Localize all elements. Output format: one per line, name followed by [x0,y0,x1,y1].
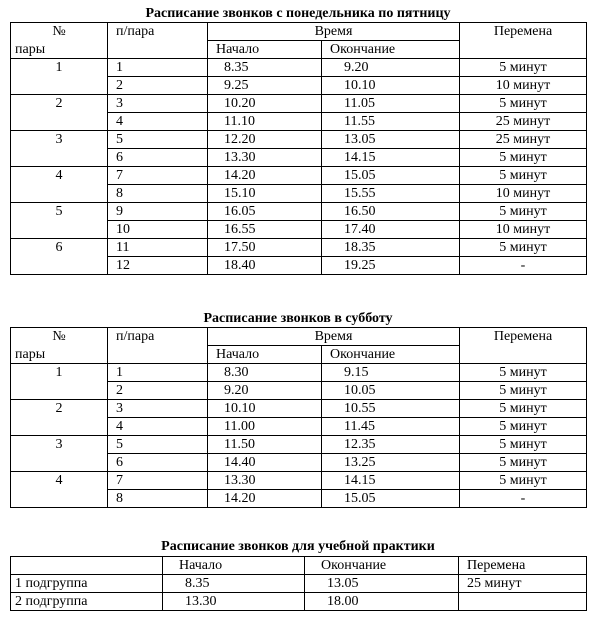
end-time: 15.55 [322,185,460,203]
end-time: 13.25 [322,454,460,472]
pair-number: 2 [11,95,108,113]
break-duration: 5 минут [460,239,587,257]
table-row [11,472,587,490]
header-start: Начало [208,346,322,364]
subpair-number: 1 [108,59,208,77]
end-time: 9.20 [322,59,460,77]
table-row [11,131,587,149]
pair-number: 3 [11,436,108,454]
header-row [11,328,587,346]
header-time: Время [208,23,460,41]
start-time: 12.20 [208,131,322,149]
break-duration: 5 минут [460,95,587,113]
break-duration: 5 минут [460,400,587,418]
end-time: 17.40 [322,221,460,239]
break-duration: 25 минут [459,575,587,593]
break-duration: - [460,257,587,275]
header-pairs: пары [11,346,108,364]
pair-number: 6 [11,239,108,257]
break-duration: 5 минут [460,436,587,454]
subgroup-name: 2 подгруппа [11,593,163,611]
start-time: 9.20 [208,382,322,400]
pair-number: 3 [11,131,108,149]
break-duration: 5 минут [460,364,587,382]
table-row [11,185,587,203]
break-duration: 25 минут [460,131,587,149]
pair-number: 1 [11,364,108,382]
pair-number: 5 [11,203,108,221]
weekday-schedule-table [10,22,587,275]
table-row [11,382,587,400]
break-duration: 25 минут [460,113,587,131]
subgroup-name: 1 подгруппа [11,575,163,593]
end-time: 11.55 [322,113,460,131]
subpair-number: 5 [108,131,208,149]
header-break: Перемена [460,23,587,59]
pair-number [11,221,108,239]
start-time: 16.05 [208,203,322,221]
start-time: 9.25 [208,77,322,95]
table-row [11,167,587,185]
break-duration: 10 минут [460,221,587,239]
break-duration: 5 минут [460,418,587,436]
end-time: 15.05 [322,167,460,185]
subpair-number: 11 [108,239,208,257]
start-time: 18.40 [208,257,322,275]
start-time: 11.50 [208,436,322,454]
start-time: 13.30 [208,472,322,490]
table-row [11,400,587,418]
start-time: 17.50 [208,239,322,257]
subpair-number: 1 [108,364,208,382]
end-time: 11.05 [322,95,460,113]
header-start: Начало [163,557,305,575]
subpair-number: 3 [108,400,208,418]
start-time: 8.35 [163,575,305,593]
subpair-number: 9 [108,203,208,221]
header-end: Окончание [305,557,459,575]
end-time: 10.10 [322,77,460,95]
start-time: 14.20 [208,490,322,508]
header-row [11,23,587,41]
end-time: 14.15 [322,472,460,490]
subpair-number: 4 [108,418,208,436]
end-time: 13.05 [305,575,459,593]
break-duration: 5 минут [460,59,587,77]
pair-number [11,418,108,436]
subpair-number: 12 [108,257,208,275]
table-row [11,364,587,382]
pair-number: 4 [11,472,108,490]
subpair-number: 6 [108,149,208,167]
table-row [11,593,587,611]
subpair-number: 7 [108,472,208,490]
subpair-number: 4 [108,113,208,131]
table-row [11,95,587,113]
end-time: 10.55 [322,400,460,418]
break-duration [459,593,587,611]
pair-number [11,257,108,275]
practice-title: Расписание звонков для учебной практики [161,539,435,554]
pair-number [11,490,108,508]
table-row [11,203,587,221]
start-time: 14.40 [208,454,322,472]
header-subpair: п/пара [108,23,208,59]
header-subpair: п/пара [108,328,208,364]
start-time: 14.20 [208,167,322,185]
header-break: Перемена [459,557,587,575]
header-start: Начало [208,41,322,59]
start-time: 15.10 [208,185,322,203]
table-row [11,454,587,472]
pair-number: 2 [11,400,108,418]
header-no: № [11,328,108,346]
header-no: № [11,23,108,41]
pair-number [11,185,108,203]
subpair-number: 10 [108,221,208,239]
break-duration: 5 минут [460,382,587,400]
table-row [11,418,587,436]
start-time: 13.30 [208,149,322,167]
table-row [11,113,587,131]
break-duration: 5 минут [460,454,587,472]
end-time: 15.05 [322,490,460,508]
break-duration: 5 минут [460,472,587,490]
table-row [11,257,587,275]
break-duration: 10 минут [460,77,587,95]
subpair-number: 8 [108,490,208,508]
table-row [11,221,587,239]
header-row [11,557,587,575]
table-row [11,490,587,508]
weekday-table-body [11,23,587,275]
pair-number [11,454,108,472]
subpair-number: 5 [108,436,208,454]
header-blank [11,557,163,575]
start-time: 11.00 [208,418,322,436]
header-break: Перемена [460,328,587,364]
end-time: 19.25 [322,257,460,275]
saturday-schedule-table [10,327,587,508]
subpair-number: 2 [108,382,208,400]
subpair-number: 6 [108,454,208,472]
break-duration: - [460,490,587,508]
saturday-table-body [11,328,587,508]
subpair-number: 3 [108,95,208,113]
subpair-number: 2 [108,77,208,95]
header-pairs: пары [11,41,108,59]
break-duration: 5 минут [460,167,587,185]
start-time: 16.55 [208,221,322,239]
pair-number [11,113,108,131]
header-end: Окончание [322,41,460,59]
saturday-title: Расписание звонков в субботу [203,311,393,326]
subpair-number: 8 [108,185,208,203]
end-time: 11.45 [322,418,460,436]
start-time: 8.30 [208,364,322,382]
end-time: 12.35 [322,436,460,454]
end-time: 18.00 [305,593,459,611]
break-duration: 10 минут [460,185,587,203]
table-row [11,149,587,167]
table-row [11,575,587,593]
start-time: 10.10 [208,400,322,418]
end-time: 10.05 [322,382,460,400]
table-row [11,239,587,257]
header-end: Окончание [322,346,460,364]
table-row [11,59,587,77]
start-time: 8.35 [208,59,322,77]
end-time: 18.35 [322,239,460,257]
end-time: 14.15 [322,149,460,167]
header-time: Время [208,328,460,346]
end-time: 13.05 [322,131,460,149]
practice-table-body [11,557,587,611]
break-duration: 5 минут [460,149,587,167]
break-duration: 5 минут [460,203,587,221]
end-time: 9.15 [322,364,460,382]
subpair-number: 7 [108,167,208,185]
end-time: 16.50 [322,203,460,221]
pair-number [11,77,108,95]
pair-number [11,382,108,400]
start-time: 13.30 [163,593,305,611]
table-row [11,77,587,95]
table-row [11,436,587,454]
pair-number: 4 [11,167,108,185]
practice-schedule-table [10,556,587,611]
start-time: 10.20 [208,95,322,113]
pair-number: 1 [11,59,108,77]
pair-number [11,149,108,167]
start-time: 11.10 [208,113,322,131]
weekday-title: Расписание звонков с понедельника по пятницу [145,6,451,21]
